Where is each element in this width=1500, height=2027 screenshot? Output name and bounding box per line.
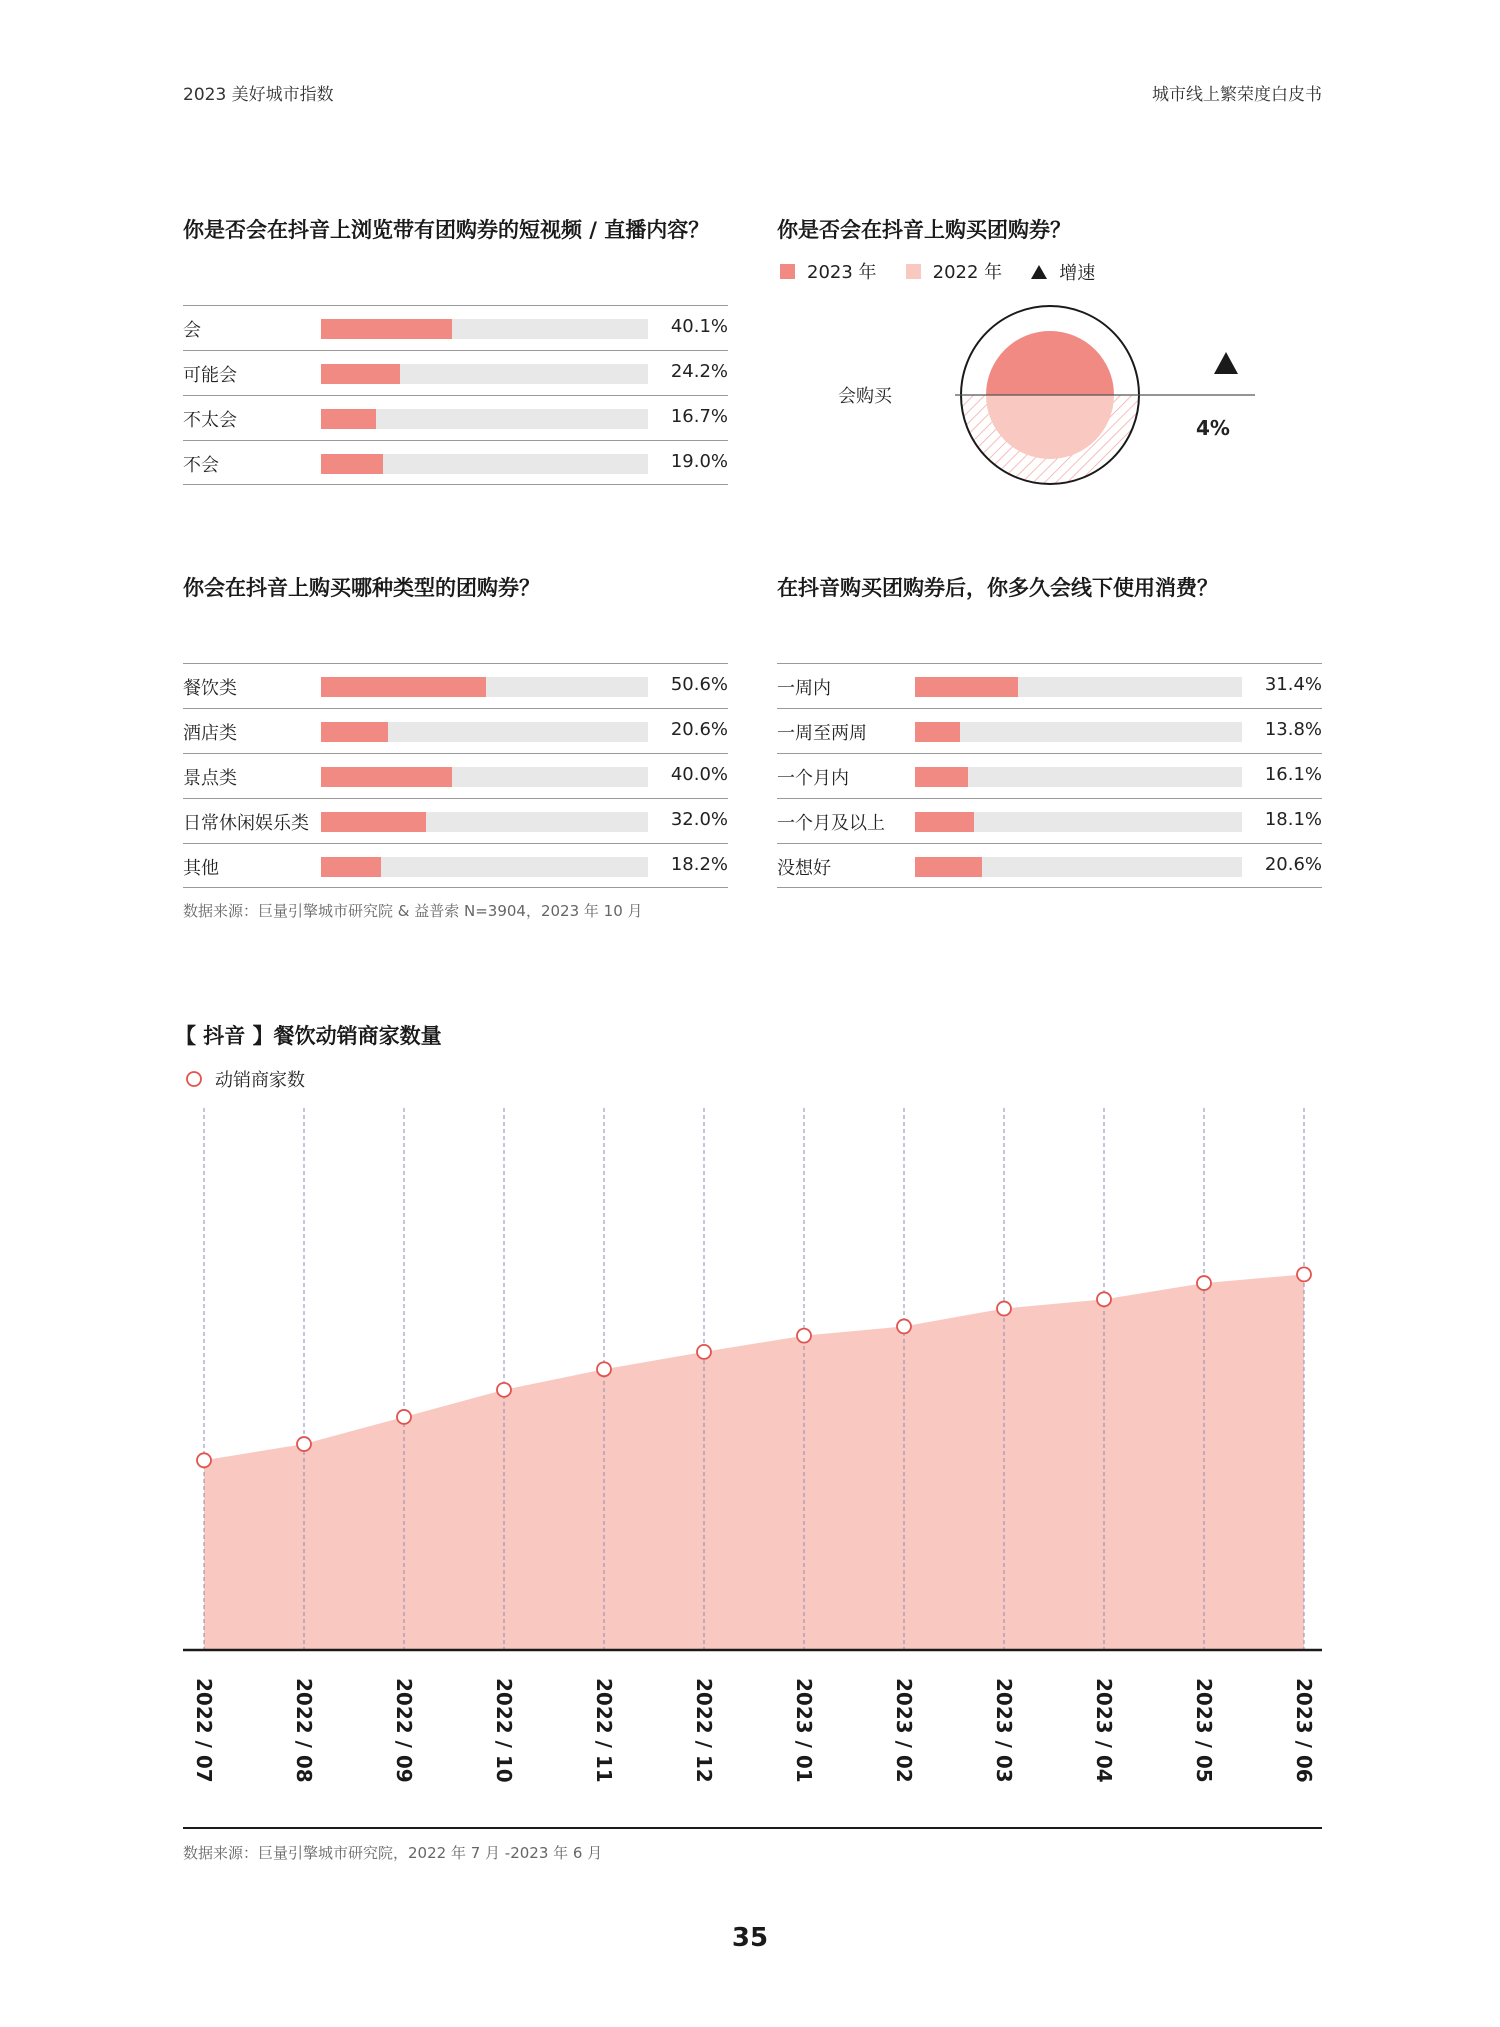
legend-2023-label: 2023 年 (807, 262, 877, 283)
bottom-rule (183, 1827, 1322, 1829)
row-label: 日常休闲娱乐类 (183, 813, 309, 834)
x-tick-label: 2022 / 10 (492, 1678, 516, 1783)
row-value: 31.4% (1264, 674, 1322, 695)
x-tick-label: 2022 / 11 (592, 1678, 616, 1783)
row-value: 18.2% (670, 854, 728, 875)
source-note-2: 数据来源：巨量引擎城市研究院，2022 年 7 月 -2023 年 6 月 (183, 1844, 603, 1862)
row-label: 没想好 (777, 858, 831, 879)
data-point (197, 1453, 211, 1467)
x-tick-label: 2023 / 03 (992, 1678, 1016, 1783)
q1-title: 你是否会在抖音上浏览带有团购券的短视频 / 直播内容？ (183, 218, 710, 242)
row-value: 18.1% (1264, 809, 1322, 830)
row-label: 其他 (183, 858, 219, 879)
row-label: 不会 (183, 455, 219, 476)
row-label: 一个月及以上 (777, 813, 885, 834)
x-tick-label: 2022 / 07 (192, 1678, 216, 1783)
row-label: 景点类 (183, 768, 237, 789)
row-label: 一周至两周 (777, 723, 867, 744)
page-number: 35 (731, 1923, 769, 1953)
header-right: 城市线上繁荣度白皮书 (1152, 85, 1322, 105)
row-value: 13.8% (1264, 719, 1322, 740)
chart-title: 【 抖音 】餐饮动销商家数量 (175, 1024, 442, 1048)
data-point (897, 1319, 911, 1333)
data-point (1097, 1292, 1111, 1306)
data-point (997, 1302, 1011, 1316)
legend-2022-label: 2022 年 (932, 262, 1003, 283)
row-label: 不太会 (183, 410, 237, 431)
chart-legend-label: 动销商家数 (215, 1070, 305, 1091)
x-tick-label: 2023 / 02 (892, 1678, 916, 1783)
data-point (1197, 1276, 1211, 1290)
area-fill (204, 1274, 1304, 1650)
q2-growth-value: 4% (1196, 416, 1230, 440)
source-note-1: 数据来源：巨量引擎城市研究院 & 益普索 N=3904，2023 年 10 月 (183, 902, 643, 920)
x-tick-label: 2022 / 08 (292, 1678, 316, 1783)
row-label: 一周内 (777, 678, 831, 699)
row-value: 32.0% (670, 809, 728, 830)
row-value: 19.0% (670, 451, 728, 472)
row-label: 一个月内 (777, 768, 849, 789)
header-left: 2023 美好城市指数 (183, 85, 334, 105)
row-label: 可能会 (183, 365, 237, 386)
x-tick-label: 2023 / 01 (792, 1678, 816, 1783)
row-value: 50.6% (670, 674, 728, 695)
x-tick-label: 2023 / 06 (1292, 1678, 1316, 1783)
row-label: 会 (183, 320, 201, 341)
data-point (397, 1410, 411, 1424)
row-value: 40.0% (670, 764, 728, 785)
data-point (497, 1383, 511, 1397)
row-label: 酒店类 (183, 723, 237, 744)
row-value: 40.1% (670, 316, 728, 337)
q3-title: 你会在抖音上购买哪种类型的团购券？ (183, 576, 540, 600)
q2-row-label: 会购买 (838, 386, 892, 407)
row-value: 16.7% (670, 406, 728, 427)
x-tick-label: 2023 / 04 (1092, 1678, 1116, 1783)
data-point (697, 1345, 711, 1359)
row-value: 24.2% (670, 361, 728, 382)
q2-title: 你是否会在抖音上购买团购券？ (777, 218, 1071, 242)
q4-title: 在抖音购买团购券后，你多久会线下使用消费？ (777, 576, 1218, 600)
data-point (797, 1329, 811, 1343)
data-point (297, 1437, 311, 1451)
x-tick-label: 2022 / 09 (392, 1678, 416, 1783)
data-point (597, 1362, 611, 1376)
row-value: 20.6% (670, 719, 728, 740)
x-tick-label: 2022 / 12 (692, 1678, 716, 1783)
data-point (1297, 1267, 1311, 1281)
x-tick-label: 2023 / 05 (1192, 1678, 1216, 1783)
row-value: 20.6% (1264, 854, 1322, 875)
row-label: 餐饮类 (183, 678, 237, 699)
legend-growth-label: 增速 (1059, 262, 1096, 284)
row-value: 16.1% (1264, 764, 1322, 785)
